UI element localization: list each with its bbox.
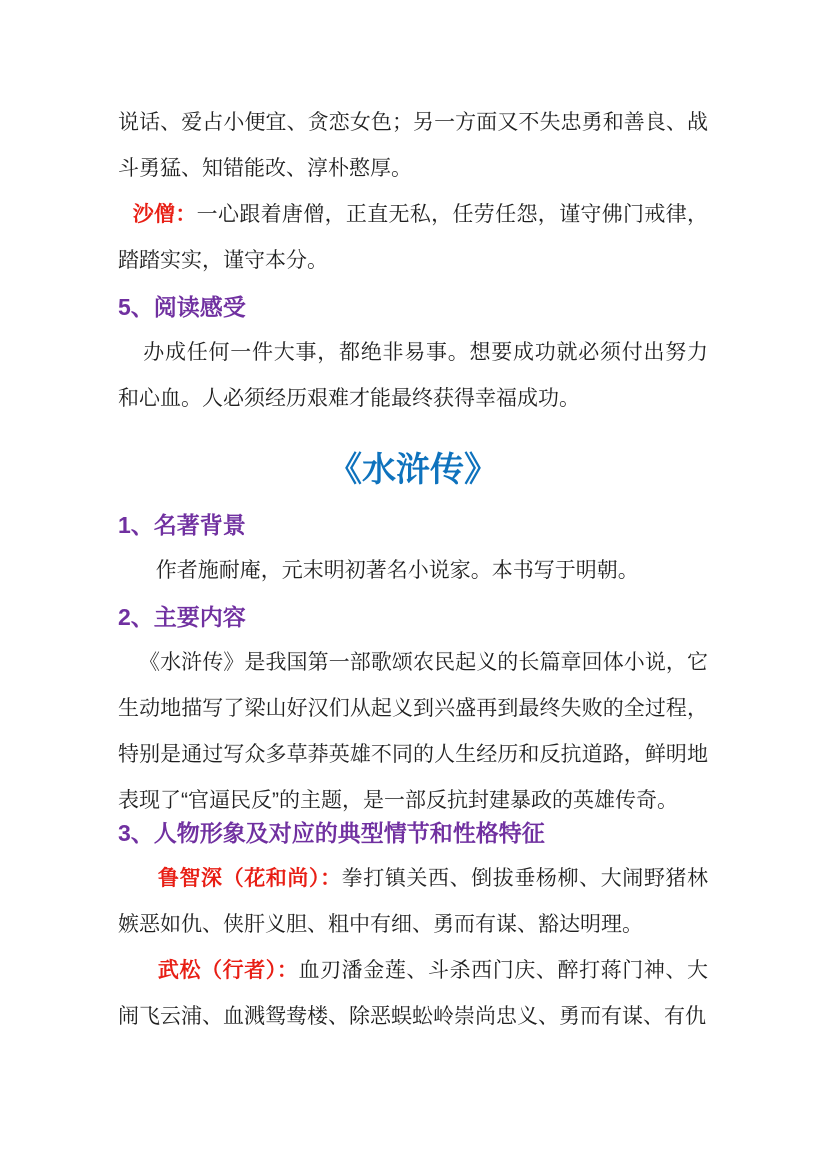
heading-main-content: 2、主要内容	[118, 604, 246, 630]
character-text-shaseng: 一心跟着唐僧，正直无私，任劳任怨，谨守佛门戒律，踏踏实实，谨守本分。	[118, 203, 709, 272]
character-label-luzhishen: 鲁智深（花和尚）：	[157, 867, 342, 890]
paragraph-zhubajie-traits	[118, 100, 708, 192]
paragraph-zhubajie-traits-text: 说话、爱占小便宜、贪恋女色；另一方面又不失忠勇和善良、战斗勇猛、知错能改、淳朴憨厚。	[118, 111, 708, 180]
paragraph-main-content: 《水浒传》是我国第一部歌颂农民起义的长篇章回体小说，它生动地描写了梁山好汉们从起义到兴盛再到最终失败的全过程，特别是通过写众多草莽英雄不同的人生经历和反抗道路，鲜明地表现了“官逼民反”的主题，是一部反抗封建暴政的英雄传奇。	[118, 651, 708, 812]
character-text-wusong: 血刃潘金莲、斗杀西门庆、醉打蒋门神、大闹飞云浦、血溅鸳鸯楼、除恶蜈蚣岭崇尚忠义、勇而有谋、有仇	[118, 959, 709, 1028]
heading-reading-impression: 5、阅读感受	[118, 294, 246, 320]
paragraph-book-background: 作者施耐庵，元末明初著名小说家。本书写于明朝。	[155, 559, 639, 582]
book-title-shuihuzhuan: 《水浒传》	[328, 451, 498, 489]
paragraph-shaseng	[118, 192, 708, 284]
paragraph-wusong	[118, 948, 708, 1040]
character-label-wusong: 武松（行者）：	[157, 959, 299, 982]
paragraph-reading-impression: 办成任何一件大事，都绝非易事。想要成功就必须付出努力和心血。人必须经历艰难才能最终获得幸福成功。	[118, 341, 708, 410]
paragraph-luzhishen	[118, 856, 708, 948]
heading-book-background: 1、名著背景	[118, 512, 246, 538]
character-label-shaseng: 沙僧：	[132, 203, 197, 226]
heading-character-profiles: 3、人物形象及对应的典型情节和性格特征	[118, 820, 545, 846]
character-text-luzhishen: 拳打镇关西、倒拔垂杨柳、大闹野猪林嫉恶如仇、侠肝义胆、粗中有细、勇而有谋、豁达明理。	[118, 867, 709, 936]
